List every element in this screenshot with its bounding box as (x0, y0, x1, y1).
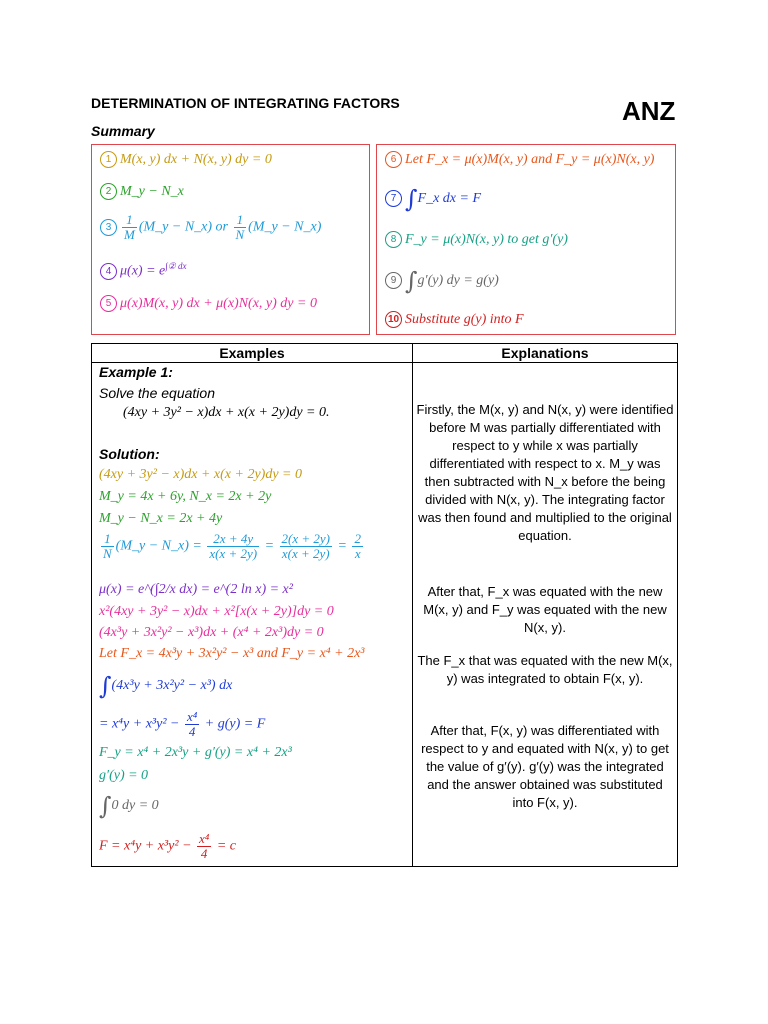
step-number: 8 (385, 231, 402, 248)
explanation-paragraph: After that, F_x was equated with the new M(x, y) and F_y was equated with the new N(x, y). (423, 584, 667, 635)
summary-box-left (91, 144, 370, 335)
step-number: 5 (100, 295, 117, 312)
integral-sign-icon: ∫ (99, 672, 112, 700)
step-number: 2 (100, 183, 117, 200)
integral-sign-icon: ∫ (405, 185, 418, 213)
solution-step-integral: ∫(4x³y + 3x²y² − x³) dx (99, 672, 233, 700)
summary-step-5 (100, 295, 317, 312)
example-equation: (4xy + 3y² − x)dx + x(x + 2y)dy = 0. (123, 405, 330, 420)
solution-step-integral: ∫0 dy = 0 (99, 792, 159, 820)
fraction: $\frac{1}{N}$ (235, 212, 245, 242)
step-text: Let F_x = μ(x)M(x, y) and F_y = μ(x)N(x, y) (405, 152, 655, 167)
fraction: $\frac{1}{M}$ (124, 212, 135, 242)
summary-step-6 (385, 151, 654, 168)
step-number: 7 (385, 190, 402, 207)
page-title: DETERMINATION OF INTEGRATING FACTORS (91, 95, 400, 111)
solution-step: (4x³y + 3x²y² − x³)dx + (x⁴ + 2x³)dy = 0 (99, 625, 324, 640)
summary-box-right (376, 144, 676, 335)
solution-step: μ(x) = e^(∫2/x dx) = e^(2 ln x) = x² (99, 582, 293, 597)
step-text: Substitute g(y) into F (405, 312, 524, 327)
step-text: F_y = μ(x)N(x, y) to get g′(y) (405, 232, 568, 247)
example-title: Example 1: (99, 364, 173, 380)
header-divider (92, 362, 677, 363)
step-number: 1 (100, 151, 117, 168)
column-header-examples: Examples (219, 345, 285, 361)
solution-step: F_y = x⁴ + 2x³y + g′(y) = x⁴ + 2x³ (99, 745, 292, 760)
step-number: 6 (385, 151, 402, 168)
solution-step: M_y = 4x + 6y, N_x = 2x + 2y (99, 489, 272, 504)
summary-step-2 (100, 183, 184, 200)
integral-sign-icon: ∫ (99, 792, 112, 820)
integral-sign-icon: ∫ (405, 267, 418, 295)
solution-step: x²(4xy + 3y² − x)dx + x²[x(x + 2y)]dy = 0 (99, 604, 334, 619)
example-prompt: Solve the equation (99, 385, 215, 401)
solution-step: M_y − N_x = 2x + 4y (99, 511, 223, 526)
solution-label: Solution: (99, 446, 160, 462)
brand-initials: ANZ (622, 96, 676, 126)
summary-step-10 (385, 311, 524, 328)
summary-step-3: 3 $\frac{1}{M}$ (M_y − N_x) or $\frac{1}{N}$ (M_y − N_x) (100, 213, 321, 242)
solution-step-fraction: $\frac{1}{N}$ (M_y − N_x) = $\frac{2x + 4y}{x(x + 2y)}$ = $\frac{2(x + 2y)}{x(x + 2y)}$ = $\frac{2}{x}$ (103, 531, 361, 561)
step-number: 9 (385, 272, 402, 289)
solution-final: F = x⁴y + x³y² − $\frac{\text{x⁴}}{4}$ = c (99, 831, 236, 861)
summary-step-1 (100, 151, 272, 168)
step-text: F_x dx = F (417, 191, 481, 206)
step-number: 3 (100, 219, 117, 236)
solution-step: (4xy + 3y² − x)dx + x(x + 2y)dy = 0 (99, 467, 303, 482)
summary-step-9 (385, 267, 499, 295)
summary-heading: Summary (91, 123, 155, 139)
examples-table (91, 343, 678, 867)
explanation-paragraph: After that, F(x, y) was differentiated with respect to y and equated with N(x, y) to get the value of g′(y). g′(y) was the integrated and the answer obtained was substituted into F(x, y). (421, 723, 669, 810)
summary-step-4: 4 $\mu(x) = e^{\int ② dx}$ (100, 261, 187, 280)
explanation-paragraph: Firstly, the M(x, y) and N(x, y) were identified before M was partially differentiated with respect to y while x was partially differentiated with respect to x. M_y was then subtracted with N_x before the being divided with N(x, y). The integrating factor was then found and multiplied to the original equation. (416, 402, 674, 543)
explanation-paragraph: The F_x that was equated with the new M(x, y) was integrated to obtain F(x, y). (417, 653, 673, 686)
step-text: M_y − N_x (120, 184, 184, 199)
column-header-explanations: Explanations (501, 345, 589, 361)
step-number: 10 (385, 311, 402, 328)
step-text: g′(y) dy = g(y) (417, 273, 499, 288)
solution-step: g′(y) = 0 (99, 768, 149, 783)
step-text: M(x, y) dx + N(x, y) dy = 0 (120, 152, 272, 167)
summary-step-8 (385, 231, 568, 248)
step-text: μ(x)M(x, y) dx + μ(x)N(x, y) dy = 0 (120, 296, 317, 311)
column-divider (412, 344, 413, 866)
solution-step-result: = x⁴y + x³y² − $\frac{\text{x⁴}}{4}$ + g(y) = F (99, 709, 266, 739)
summary-step-7 (385, 185, 481, 213)
solution-step: Let F_x = 4x³y + 3x²y² − x³ and F_y = x⁴ + 2x³ (99, 646, 365, 661)
step-number: 4 (100, 263, 117, 280)
